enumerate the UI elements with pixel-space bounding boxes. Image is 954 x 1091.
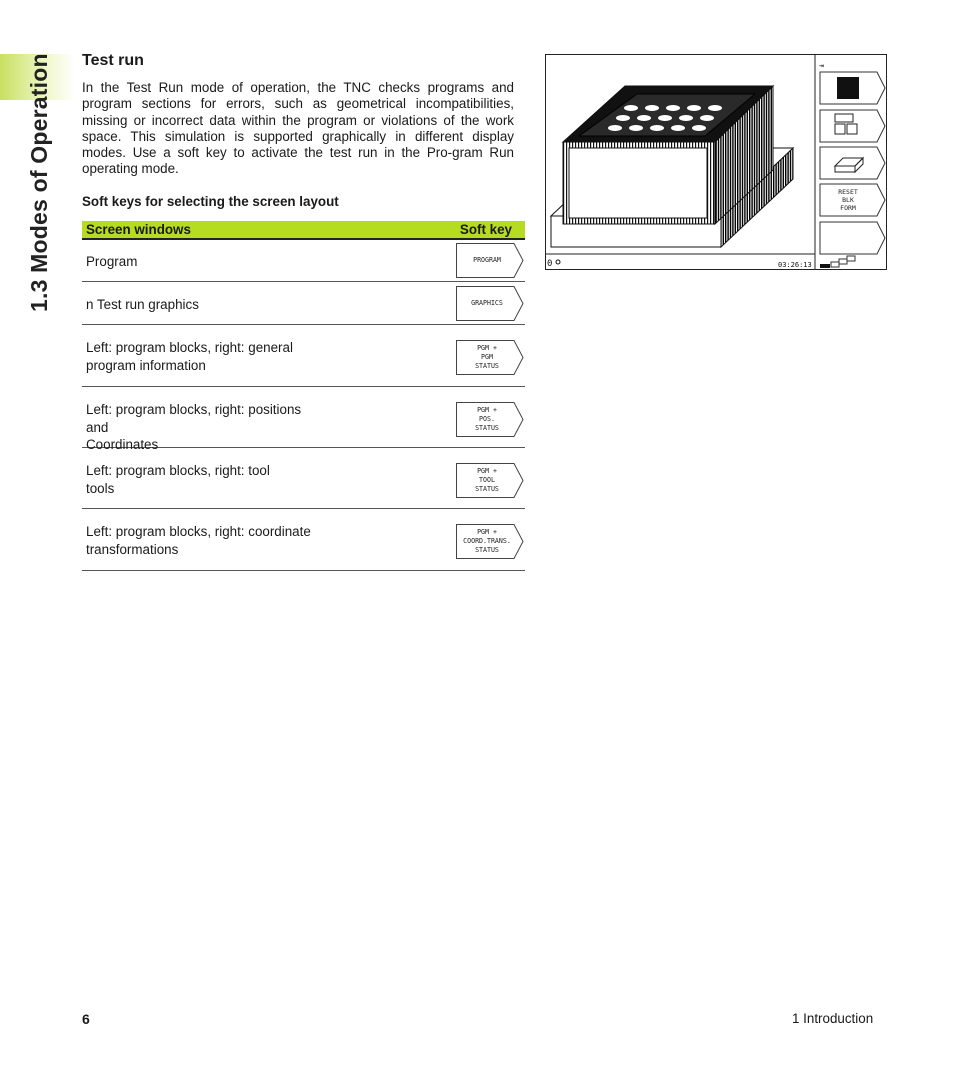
row-description: n Test run graphics <box>86 297 199 312</box>
header-screen-windows: Screen windows <box>86 222 191 237</box>
status-left: 0 <box>547 259 553 269</box>
table-row <box>82 325 525 387</box>
table-row <box>82 387 525 452</box>
softkey-row-indicator-icon <box>820 264 830 268</box>
table-row <box>82 240 525 282</box>
pgm-status-softkey[interactable]: PGM + PGM STATUS <box>456 340 524 375</box>
program-softkey[interactable]: PROGRAM <box>456 243 524 278</box>
row-description: Left: program blocks, right: coordinate transformations <box>86 524 311 557</box>
row-description: Program <box>86 254 138 269</box>
row-description: Left: program blocks, right: tool tools <box>86 463 270 496</box>
header-soft-key: Soft key <box>459 222 512 237</box>
graphics-softkey[interactable]: GRAPHICS <box>456 286 524 321</box>
reset-blk-form-softkey[interactable]: RESET BLK FORM <box>838 188 858 212</box>
run-time: 03:26:13 <box>778 261 812 269</box>
table-row <box>82 509 525 571</box>
test-run-graphic <box>545 54 887 270</box>
footer-chapter: 1 Introduction <box>792 1011 874 1026</box>
page-number: 6 <box>82 1011 90 1027</box>
table-header-row <box>82 221 525 240</box>
softkey-table <box>82 221 525 571</box>
row-description: Left: program blocks, right: positions and Coordinates <box>86 402 302 452</box>
exit-icon: ⇥ <box>819 61 824 70</box>
coord-trans-status-softkey[interactable]: PGM + COORD.TRANS. STATUS <box>456 524 524 559</box>
section-heading: Test run <box>82 52 144 69</box>
tool-status-softkey[interactable]: PGM + TOOL STATUS <box>456 463 524 498</box>
table-subheading: Soft keys for selecting the screen layout <box>82 194 339 209</box>
tnc-screen-illustration <box>545 54 887 270</box>
chapter-side-title: 1.3 Modes of Operation <box>26 53 52 312</box>
table-row <box>82 282 525 325</box>
pos-status-softkey[interactable]: PGM + POS. STATUS <box>456 402 524 437</box>
plan-view-icon <box>837 77 859 99</box>
intro-paragraph: In the Test Run mode of operation, the TNC checks programs and program sections for errors, such as geometrical incompatibilities, missing or incorrect data within the program or violations of the work space. This simulation is supported graphically in different display modes. Use a soft key to activate the test run in the Pro-gram Run operating mode. <box>82 80 514 177</box>
table-row <box>82 448 525 509</box>
screen-softkey-column <box>819 61 885 268</box>
row-description: Left: program blocks, right: general program information <box>86 340 293 373</box>
